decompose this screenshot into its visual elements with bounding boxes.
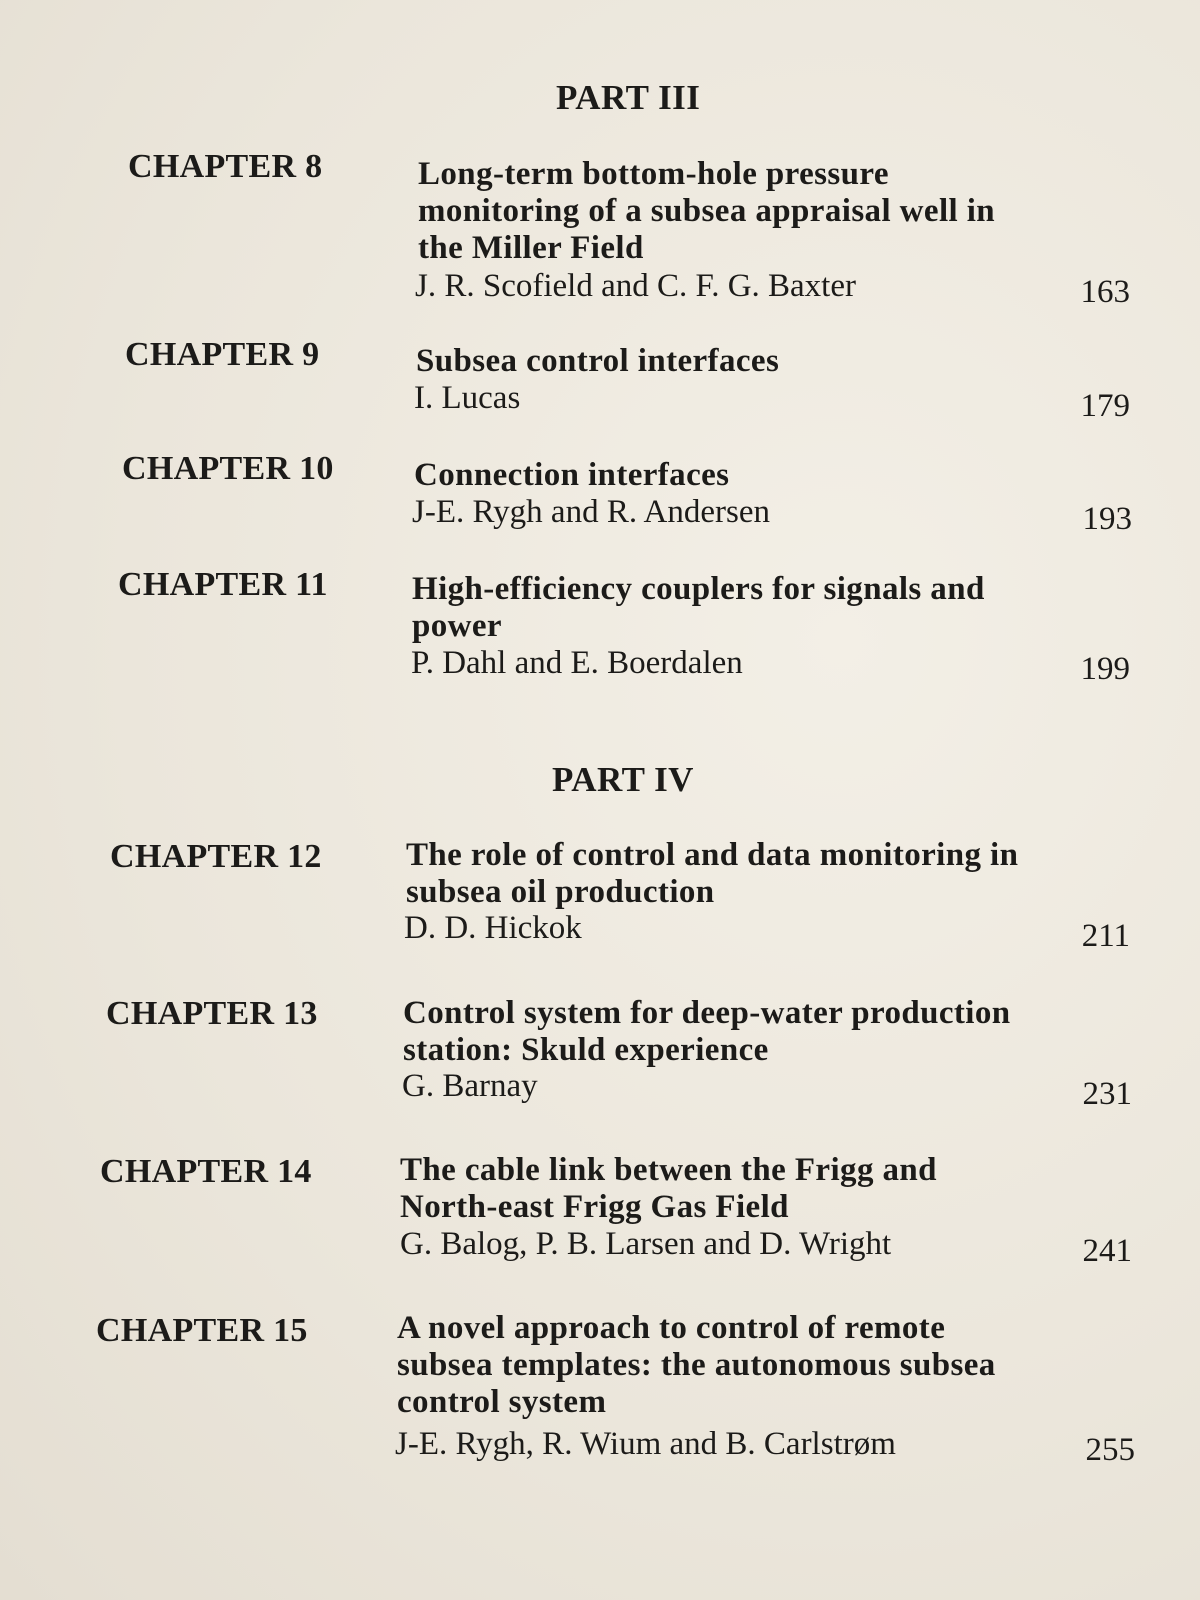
page-number: 179	[1080, 388, 1130, 424]
chapter-label: CHAPTER 15	[96, 1312, 308, 1349]
chapter-authors: P. Dahl and E. Boerdalen	[411, 645, 743, 681]
chapter-label: CHAPTER 9	[125, 336, 320, 373]
title-line: A novel approach to control of remote	[397, 1310, 946, 1346]
chapter-authors: D. D. Hickok	[404, 910, 582, 946]
chapter-label: CHAPTER 13	[106, 995, 318, 1032]
title-line: station: Skuld experience	[403, 1032, 769, 1068]
part-heading: PART IV	[552, 760, 694, 799]
chapter-label: CHAPTER 11	[118, 566, 328, 603]
page-number: 163	[1080, 274, 1130, 310]
part-heading: PART III	[556, 78, 701, 117]
chapter-title	[406, 837, 1126, 911]
title-line: High-efficiency couplers for signals and	[412, 571, 985, 607]
page-number: 193	[1082, 501, 1132, 537]
chapter-title	[418, 156, 1138, 267]
title-line: Control system for deep-water production	[403, 995, 1011, 1031]
page-number: 255	[1085, 1432, 1135, 1468]
page-number: 199	[1080, 651, 1130, 687]
chapter-authors: I. Lucas	[414, 380, 521, 416]
title-line: control system	[397, 1384, 607, 1420]
title-line: Long-term bottom-hole pressure	[418, 156, 889, 192]
page-number: 211	[1081, 918, 1130, 954]
title-line: North-east Frigg Gas Field	[400, 1189, 789, 1225]
chapter-title	[414, 457, 1134, 494]
chapter-authors: J-E. Rygh, R. Wium and B. Carlstrøm	[395, 1426, 896, 1462]
chapter-authors: G. Barnay	[402, 1068, 538, 1104]
title-line: monitoring of a subsea appraisal well in	[418, 193, 996, 229]
chapter-title	[403, 995, 1123, 1069]
chapter-authors: G. Balog, P. B. Larsen and D. Wright	[400, 1226, 892, 1262]
title-line: Subsea control interfaces	[416, 343, 780, 379]
page-number: 241	[1082, 1233, 1132, 1269]
chapter-label: CHAPTER 14	[100, 1153, 312, 1190]
title-line: subsea oil production	[406, 874, 715, 910]
title-line: subsea templates: the autonomous subsea	[397, 1347, 996, 1383]
chapter-authors: J. R. Scofield and C. F. G. Baxter	[415, 268, 856, 304]
title-line: Connection interfaces	[414, 457, 730, 493]
chapter-label: CHAPTER 10	[122, 450, 334, 487]
chapter-title	[400, 1152, 1120, 1226]
chapter-label: CHAPTER 8	[128, 148, 323, 185]
title-line: The cable link between the Frigg and	[400, 1152, 937, 1188]
title-line: power	[412, 608, 502, 644]
chapter-title	[416, 343, 1136, 380]
chapter-title	[412, 571, 1132, 645]
title-line: the Miller Field	[418, 230, 644, 266]
title-line: The role of control and data monitoring in	[406, 837, 1019, 873]
chapter-label: CHAPTER 12	[110, 838, 322, 875]
chapter-authors: J-E. Rygh and R. Andersen	[412, 494, 770, 530]
page-number: 231	[1082, 1076, 1132, 1112]
chapter-title	[397, 1310, 1117, 1421]
